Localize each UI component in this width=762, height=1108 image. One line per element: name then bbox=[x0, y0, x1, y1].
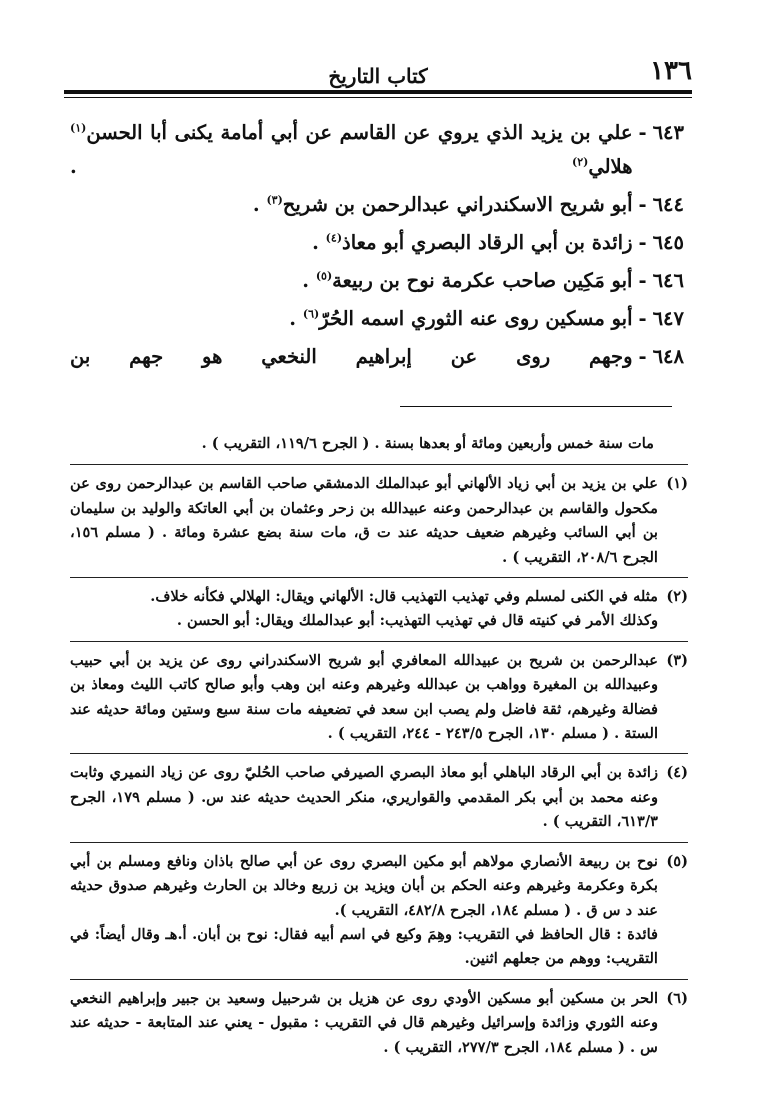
entry-644: ٦٤٤- أبو شريح الاسكندراني عبدالرحمن بن شريح$^{(٣)}$ . bbox=[252, 193, 684, 216]
entry-text: وجهم روى عن إبراهيم النخعي هو جهم بن bbox=[70, 345, 633, 368]
footnote-marker: (٣) bbox=[666, 651, 688, 669]
entry-text: أبو شريح الاسكندراني عبدالرحمن بن شريح bbox=[282, 193, 633, 216]
footnote-text: الحر بن مسكين أبو مسكين الأودي روى عن هزيل بن شرحبيل وسعيد بن جبير وإبراهيم النخعي وعنه الثوري وزائدة وإسرائيل وغيرهم قال في التقريب : مقبول - يعني عند المتابعة - حديثه عند س . ( مسلم ١٨٤، الجرح ٢٧٧/٣، التقريب ) . bbox=[70, 989, 658, 1056]
footnote-marker: (٤) bbox=[666, 764, 688, 782]
footnote-ref: (٣) bbox=[266, 193, 283, 207]
entry-646: ٦٤٦- أبو مَكِين صاحب عكرمة نوح بن ربيعة$^{(٥)}$ . bbox=[302, 269, 684, 292]
footnote-continuation: مات سنة خمس وأربعين ومائة أو بعدها بسنة . ( الجرح ١١٩/٦، التقريب ) . bbox=[201, 435, 654, 452]
footnote-text-continued: وكذلك الأمر في كنيته قال في تهذيب التهذيب: أبو عبدالملك ويقال: أبو الحسن . bbox=[176, 612, 658, 630]
footnote-separator bbox=[400, 406, 672, 407]
footnote-marker: (١) bbox=[666, 475, 688, 493]
entry-end: . bbox=[289, 307, 297, 330]
footnote-5 bbox=[70, 842, 688, 979]
footnote-4 bbox=[70, 753, 688, 841]
entry-645: ٦٤٥- زائدة بن أبي الرقاد البصري أبو معاذ$^{(٤)}$ . bbox=[312, 231, 684, 254]
entry-648: ٦٤٨- وجهم روى عن إبراهيم النخعي هو جهم بن bbox=[70, 340, 684, 374]
footnote-ref: (٥) bbox=[315, 269, 333, 283]
entry-number: ٦٤٤ bbox=[652, 193, 684, 216]
footnote-ref: (٦) bbox=[302, 307, 320, 321]
entries-list bbox=[70, 116, 684, 378]
entry-647: ٦٤٧- أبو مسكين روى عنه الثوري اسمه الحُرّ$^{(٦)}$ . bbox=[289, 307, 684, 330]
page-number: ١٣٦ bbox=[650, 56, 692, 86]
entry-text: هلالي bbox=[588, 155, 633, 178]
footnote-text: مثله في الكنى لمسلم وفي تهذيب التهذيب قال: الألهاني ويقال: الهلالي فكأنه خلاف. bbox=[150, 588, 658, 606]
footnote-text: علي بن يزيد بن أبي زياد الألهاني أبو عبدالملك الدمشقي صاحب القاسم بن عبدالرحمن روى عن مكحول والقاسم بن عبدالرحمن وعنه عبيدالله بن زحر وعثمان بن أبي العاتكة والوليد بن سليمان بن أبي السائب وغيرهم ضعيف حديثه عند ت ق، مات سنة بضع عشرة ومائة . ( مسلم ١٥٦، الجرح ٢٠٨/٦، التقريب ) . bbox=[70, 475, 658, 566]
footnote-text-continued: فائدة : قال الحافظ في التقريب: وهِمَ وكيع في اسم أبيه فقال: نوح بن أبان. أ.هـ وقال أيضاً: في التقريب: ووهم من جعلهم اثنين. bbox=[70, 925, 658, 968]
entry-end: . bbox=[302, 269, 310, 292]
footnotes-section bbox=[70, 432, 688, 1067]
footnote-ref: (١) bbox=[70, 121, 87, 135]
footnote-ref: (٢) bbox=[572, 155, 589, 169]
footnote-3 bbox=[70, 641, 688, 754]
footnote-ref: (٤) bbox=[325, 231, 343, 245]
header-rule-thick bbox=[64, 90, 692, 94]
entry-number: ٦٤٦ bbox=[652, 269, 684, 292]
entry-number: ٦٤٣ bbox=[652, 121, 684, 144]
footnote-1 bbox=[70, 464, 688, 577]
header-rule-thin bbox=[64, 97, 692, 98]
entry-end: . bbox=[312, 231, 319, 254]
page-header bbox=[64, 54, 692, 94]
entry-end: . bbox=[252, 193, 260, 216]
footnote-text: زائدة بن أبي الرقاد الباهلي أبو معاذ البصري الصيرفي صاحب الحُليّ روى عن زياد النميري وثابت وعنه محمد بن أبي بكر المقدمي والقواريري، منكر الحديث حديثه عند س. ( مسلم ١٧٩، الجرح ٦١٣/٣، التقريب ) . bbox=[70, 764, 658, 831]
footnote-2 bbox=[70, 577, 688, 641]
entry-text: أبو مَكِين صاحب عكرمة نوح بن ربيعة bbox=[332, 269, 633, 292]
entry-end: . bbox=[70, 155, 77, 178]
footnote-text: عبدالرحمن بن شريح بن عبيدالله المعافري أبو شريح الاسكندراني روى عن يزيد بن أبي حبيب وعبيدالله بن المغيرة وواهب بن عبدالله وغيرهم وعنه ابن وهب وأبو صالح كاتب الليث ومعاذ بن فضالة وغيرهم، ثقة فاضل ولم يصب ابن سعد في تضعيفه مات سنة سبع وستين ومائة حديثه عند الستة . ( مسلم ١٣٠، الجرح ٢٤٣/٥ - ٢٤٤، التقريب ) . bbox=[70, 651, 658, 743]
footnote-marker: (٦) bbox=[666, 989, 688, 1007]
footnote-marker: (٥) bbox=[666, 852, 688, 870]
entry-number: ٦٤٥ bbox=[652, 231, 684, 254]
running-title: كتاب التاريخ bbox=[328, 64, 428, 88]
footnote-marker: (٢) bbox=[666, 588, 688, 606]
entry-number: ٦٤٨ bbox=[652, 345, 684, 368]
entry-text: أبو مسكين روى عنه الثوري اسمه الحُرّ bbox=[319, 307, 633, 330]
footnote-6 bbox=[70, 979, 688, 1067]
entry-text: زائدة بن أبي الرقاد البصري أبو معاذ bbox=[342, 231, 633, 254]
entry-643: ٦٤٣- علي بن يزيد الذي يروي عن القاسم عن أبي أمامة يكنى أبا الحسن$^{(١)}$ هلالي$^{(٢)}$ . bbox=[70, 121, 684, 178]
entry-text: علي بن يزيد الذي يروي عن القاسم عن أبي أمامة يكنى أبا الحسن bbox=[86, 121, 633, 144]
entry-number: ٦٤٧ bbox=[652, 307, 684, 330]
footnote-text: نوح بن ربيعة الأنصاري مولاهم أبو مكين البصري روى عن أبي صالح باذان ونافع ومسلم بن أبي بكرة وعكرمة وغيرهم وعنه الحكم بن أبان ويزيد بن زريع وخالد بن الحارث وغيرهم صدوق حديثه عند د س ق . ( مسلم ١٨٤، الجرح ٤٨٢/٨، التقريب ). bbox=[70, 852, 658, 919]
